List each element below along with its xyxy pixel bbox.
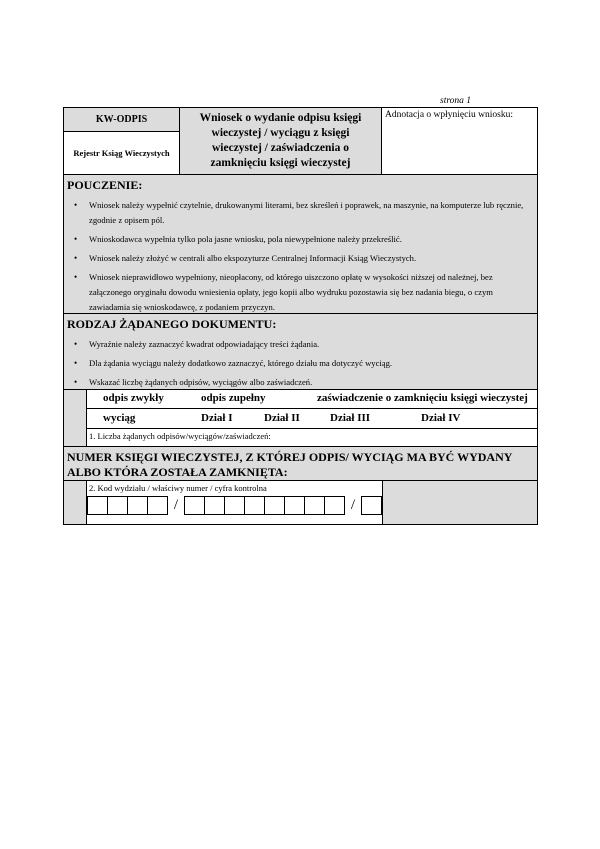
- book-number-box[interactable]: [324, 496, 345, 515]
- book-number-side-panel: [382, 480, 538, 525]
- instruction-item: • Wniosek należy złożyć w centrali albo ekspozyturze Centralnej Informacji Ksiąg Wieczystych.: [64, 251, 537, 266]
- instruction-item: • Wniosek nieprawidłowo wypełniony, nieopłacony, od którego uiszczono opłatę w wysokości niższej od należnej, bez załączonego oryginału dowodu wniesienia opłaty, jego kopii albo wydruku pozostawia się bez nadania biegu, o czym zawiadamia się wnioskodawcę, z podaniem przyczyn.: [64, 270, 537, 315]
- court-code-box[interactable]: [127, 496, 148, 515]
- instructions-list: [64, 198, 537, 315]
- check-digit-box[interactable]: [361, 496, 382, 515]
- document-type-heading: RODZAJ ŻĄDANEGO DOKUMENTU:: [67, 317, 277, 331]
- document-type-item: • Wskazać liczbę żądanych odpisów, wyciągów albo zaświadczeń.: [64, 375, 537, 390]
- instruction-item: • Wniosek należy wypełnić czytelnie, drukowanymi literami, bez skreśleń i poprawek, na maszynie, na komputerze lub ręcznie, zgodnie z opisem pól.: [64, 198, 537, 228]
- option-simple-copy[interactable]: odpis zwykły: [103, 392, 164, 404]
- option-extract[interactable]: wyciąg: [103, 412, 136, 424]
- document-type-section: [63, 313, 538, 390]
- book-number-box[interactable]: [244, 496, 265, 515]
- document-options-row: [86, 389, 538, 409]
- form-code: KW-ODPIS: [63, 107, 180, 132]
- book-number-box[interactable]: [304, 496, 325, 515]
- book-number-box[interactable]: [184, 496, 205, 515]
- instructions-heading: POUCZENIE:: [67, 178, 143, 192]
- register-name: Rejestr Ksiąg Wieczystych: [63, 131, 180, 175]
- instructions-section: [63, 174, 538, 314]
- option-section-1[interactable]: Dział I: [201, 412, 233, 424]
- book-number-field-label: 2. Kod wydziału / właściwy numer / cyfra kontrolna: [89, 483, 267, 493]
- book-number-box[interactable]: [204, 496, 225, 515]
- page-number: strona 1: [440, 96, 472, 106]
- option-section-3[interactable]: Dział III: [330, 412, 371, 424]
- option-section-4[interactable]: Dział IV: [421, 412, 461, 424]
- separator-slash: /: [350, 497, 356, 513]
- document-type-item: • Dla żądania wyciągu należy dodatkowo zaznaczyć, którego działu ma dotyczyć wyciąg.: [64, 356, 537, 371]
- options-margin: [63, 389, 87, 447]
- book-number-box[interactable]: [224, 496, 245, 515]
- court-code-box[interactable]: [87, 496, 108, 515]
- document-type-item: • Wyraźnie należy zaznaczyć kwadrat odpowiadający treści żądania.: [64, 337, 537, 352]
- filing-annotation-box: [381, 107, 538, 175]
- option-section-2[interactable]: Dział II: [264, 412, 300, 424]
- book-number-boxes: [87, 496, 382, 515]
- book-number-heading: NUMER KSIĘGI WIECZYSTEJ, Z KTÓREJ ODPIS/ WYCIĄG MA BYĆ WYDANY ALBO KTÓRA ZOSTAŁA ZAMKNIĘTA:: [67, 450, 512, 479]
- extract-options-row: [86, 408, 538, 429]
- count-field-label: 1. Liczba żądanych odpisów/wyciągów/zaświadczeń:: [89, 431, 271, 441]
- book-number-box[interactable]: [264, 496, 285, 515]
- book-number-box[interactable]: [284, 496, 305, 515]
- filing-annotation-label: Adnotacja o wpłynięciu wniosku:: [385, 110, 513, 120]
- book-number-section: [63, 446, 538, 481]
- instruction-item: • Wnioskodawca wypełnia tylko pola jasne wniosku, pola niewypełnione należy przekreślić.: [64, 232, 537, 247]
- court-code-box[interactable]: [147, 496, 168, 515]
- document-type-list: [64, 337, 537, 390]
- book-number-margin: [63, 480, 87, 525]
- form-title: Wniosek o wydanie odpisu księgi wieczystej / wyciągu z księgi wieczystej / zaświadczenia o zamknięciu księgi wieczystej: [179, 107, 382, 175]
- court-code-box[interactable]: [107, 496, 128, 515]
- separator-slash: /: [173, 497, 179, 513]
- count-field[interactable]: [86, 428, 538, 447]
- option-closure-certificate[interactable]: zaświadczenie o zamknięciu księgi wieczystej: [317, 392, 528, 404]
- option-full-copy[interactable]: odpis zupełny: [201, 392, 266, 404]
